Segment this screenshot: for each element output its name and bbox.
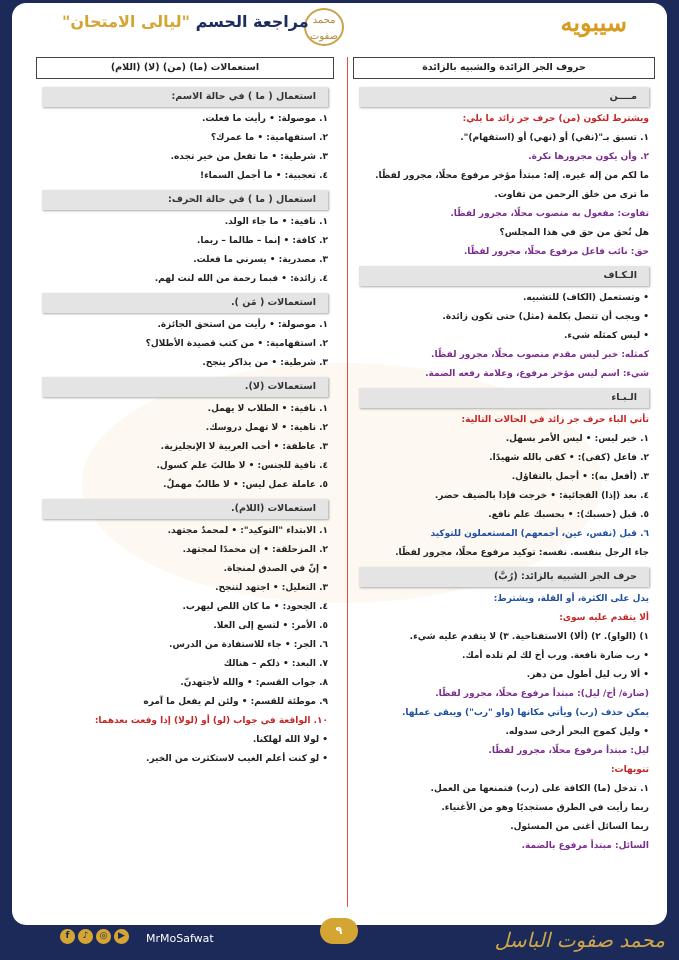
text-line: ما لكم من إله غيره. إله: مبتدأ مؤخر مرفوع محلًا، مجرور لفظًا. xyxy=(375,171,649,181)
text-line: ٢. المزحلقة: • إن محمدًا لمجتهد. xyxy=(182,545,328,555)
author-signature: محمد صفوت الباسل xyxy=(494,928,665,952)
right-box-title: حروف الجر الزائدة والشبيه بالزائدة xyxy=(353,57,655,79)
text-line: • لولا الله لهلكنا. xyxy=(252,735,328,745)
social-handle: MrMoSafwat xyxy=(146,932,214,945)
text-line: ١. موصولة: • رأيت من استحق الجائزة. xyxy=(157,320,328,330)
title-text: مراجعة الحسم xyxy=(190,12,309,31)
ma-ism-lines xyxy=(36,110,334,186)
text-line: ١. نافية: • ما جاء الولد. xyxy=(224,217,328,227)
text-line: (ضارة/ أخ/ ليل): مبتدأ مرفوع محلًا، مجرور لفظًا. xyxy=(435,689,649,699)
text-line: السائل: مبتدأ مرفوع بالضمة. xyxy=(521,841,649,851)
text-line: ويشترط لتكون (من) حرف جر زائد ما يلي: xyxy=(462,114,649,124)
tanbih-heading: تنويهات: xyxy=(610,765,649,775)
seal-logo: محمد صفوت xyxy=(304,8,344,46)
min-lines xyxy=(353,110,655,262)
text-line: ما ترى من خلق الرحمن من تفاوت. xyxy=(494,190,649,200)
facebook-icon[interactable]: f xyxy=(60,929,75,944)
text-line: ٦. الجر: • جاء للاستفادة من الدرس. xyxy=(169,640,328,650)
section-min: مــــن xyxy=(359,87,649,107)
text-line: ١. نافية: • الطلاب لا يهمل. xyxy=(207,404,328,414)
text-line: ٢. استفهامية: • من كتب قصيدة الأطلال؟ xyxy=(145,339,328,349)
text-line: ٣. (أفعل به): • أجمل بالتفاؤل. xyxy=(511,472,649,482)
text-line: حق: نائب فاعل مرفوع محلًا، مجرور لفظًا. xyxy=(463,247,649,257)
left-box-title: استعمالات (ما) (من) (لا) (اللام) xyxy=(36,57,334,79)
ma-harf-lines xyxy=(36,213,334,289)
text-line: ٤. نافية للجنس: • لا طالبَ علم كسول. xyxy=(156,461,328,471)
text-line: ٤. زائدة: • فبما رحمة من الله لنت لهم. xyxy=(154,274,328,284)
text-line: ٣. عاطفة: • أحب العربية لا الإنجليزية. xyxy=(160,442,328,452)
text-line: تفاوت: مفعول به منصوب محلًا، مجرور لفظًا. xyxy=(450,209,649,219)
text-line: • لو كنت أعلم الغيب لاستكثرت من الخير. xyxy=(146,754,328,764)
text-line: • وليل كموج البحر أرخى سدوله. xyxy=(505,727,649,737)
text-line: ١. الابتداء "التوكيد": • لمحمدٌ مجتهد. xyxy=(167,526,328,536)
text-line: ١. تدخل (ما) الكافة على (رب) فتمنعها من العمل. xyxy=(430,784,649,794)
text-line: • إنّ في الصدق لمنجاة. xyxy=(223,564,328,574)
text-line: • رب ضارة نافعة. ورب أخ لك لم تلده أمك. xyxy=(462,651,649,661)
text-line: ٢. ناهية: • لا تهمل دروسك. xyxy=(205,423,328,433)
text-line: ١٠. الواقعة في جواب (لو) أو (لولا) إذا وقعت بعدهما: xyxy=(94,716,328,726)
text-line: شيء: اسم ليس مؤخر مرفوع، وعلامة رفعه الضمة. xyxy=(425,369,649,379)
baa-lines xyxy=(353,411,655,563)
section-ma-harf: استعمال ( ما ) في حالة الحرف: xyxy=(42,190,328,210)
text-line: كمثله: خبر ليس مقدم منصوب محلًا، مجرور لفظًا. xyxy=(431,350,649,360)
rubba-lines xyxy=(353,590,655,761)
lam-lines xyxy=(36,522,334,769)
text-line: ٦. قبل (نفس، عين، أجمعهم) المستعملون للتوكيد xyxy=(430,529,649,539)
man-lines xyxy=(36,316,334,373)
text-line: ٣. التعليل: • اجتهد لتنجح. xyxy=(215,583,328,593)
text-line: ٥. قبل (حسبك): • بحسبك علم نافع. xyxy=(488,510,649,520)
youtube-icon[interactable]: ▶ xyxy=(114,929,129,944)
header xyxy=(12,6,667,44)
brand-logo: سيبويه xyxy=(560,8,627,37)
text-line: ١) (الواو). ٢) (ألا) الاستفتاحية. ٣) لا يتقدم عليه شيء. xyxy=(409,632,649,642)
text-line: ٢. وأن يكون مجرورها نكرة. xyxy=(528,152,649,162)
text-line: ٣. مصدرية: • يسرني ما فعلت. xyxy=(193,255,328,265)
instagram-icon[interactable]: ◎ xyxy=(96,929,111,944)
text-line: ٣. شرطية: • من يذاكر ينجح. xyxy=(202,358,328,368)
text-line: ٢. فاعل (كفى): • كفى بالله شهيدًا. xyxy=(489,453,649,463)
section-rubba: حرف الجر الشبيه بالزائد: (رُبَّ) xyxy=(359,567,649,587)
left-column xyxy=(36,57,334,769)
text-line: • وتستعمل (الكاف) للتشبيه. xyxy=(523,293,649,303)
text-line: ٤. تعجبية: • ما أجمل السماء! xyxy=(199,171,328,181)
text-line: ٤. الجحود: • ما كان اللص ليهرب. xyxy=(182,602,328,612)
text-line: ٩. موطئة للقسم: • ولئن لم يفعل ما آمره xyxy=(143,697,328,707)
footer xyxy=(0,922,679,960)
text-line: يمكن حذف (رب) ويأتي مكانها (واو "رب") ويبقى عملها. xyxy=(401,708,649,718)
text-line: ٢. كافة: • إنما – طالما – ربما. xyxy=(196,236,328,246)
kaf-lines xyxy=(353,289,655,384)
text-line: ٧. البعد: • ذلكم – هنالك xyxy=(223,659,328,669)
section-ma-ism: استعمال ( ما ) في حالة الاسم: xyxy=(42,87,328,107)
text-line: ربما رأيت في الطرق مستجديًا وهو من الأغنياء. xyxy=(441,803,649,813)
text-line: ربما السائل أغنى من المسئول. xyxy=(510,822,649,832)
section-la: استعمالات (لا). xyxy=(42,377,328,397)
text-line: • ألا رب ليل أطول من دهر. xyxy=(526,670,649,680)
page-number: ٩ xyxy=(320,918,358,944)
text-line: هل تُحق من حق في هذا المجلس؟ xyxy=(499,228,649,238)
text-line: ١. خبر ليس: • ليس الأمر بسهل. xyxy=(505,434,649,444)
text-line: • ويجب أن تتصل بكلمة (مثل) حتى تكون زائدة. xyxy=(442,312,649,322)
section-man: استعمالات ( مَن ). xyxy=(42,293,328,313)
tiktok-icon[interactable]: ♪ xyxy=(78,929,93,944)
text-line: ٣. شرطية: • ما تفعل من خير تجده. xyxy=(170,152,328,162)
text-line: ليل: مبتدأ مرفوع محلًا، مجرور لفظًا. xyxy=(488,746,649,756)
text-line: ١. تسبق بـ"(نفي) أو (نهي) أو (استفهام)". xyxy=(460,133,649,143)
page-title xyxy=(62,12,309,31)
right-column xyxy=(353,57,655,856)
title-quote: "ليالى الامتحان" xyxy=(62,12,191,31)
section-lam: استعمالات (اللام). xyxy=(42,499,328,519)
text-line: تأتي الباء حرف جر زائد في الحالات التالية: xyxy=(461,415,649,425)
text-line: ٨. جواب القسم: • والله لأجتهدنّ. xyxy=(180,678,328,688)
text-line: ٥. عاملة عمل ليس: • لا طالبٌ مهملٌ. xyxy=(163,480,328,490)
text-line: ٤. بعد (إذا) الفجائية: • خرجت فإذا بالضيف حضر. xyxy=(434,491,649,501)
text-line: يدل على الكثرة، أو القلة، ويشترط: xyxy=(493,594,649,604)
text-line: ٥. الأمر: • لتسع إلى العلا. xyxy=(213,621,328,631)
section-kaf: الـكـاف xyxy=(359,266,649,286)
column-divider xyxy=(347,57,348,907)
page-sheet xyxy=(12,3,667,925)
text-line: ألا يتقدم عليه سوى: xyxy=(559,613,649,623)
section-baa: الـبـاء xyxy=(359,388,649,408)
la-lines xyxy=(36,400,334,495)
text-line: ١. موصولة: • رأيت ما فعلت. xyxy=(201,114,328,124)
text-line: جاء الرجل بنفسه. نفسه: توكيد مرفوع محلًا، مجرور لفظًا. xyxy=(395,548,649,558)
text-line: ٢. استفهامية: • ما عمرك؟ xyxy=(210,133,328,143)
tanbih-lines xyxy=(353,780,655,856)
text-line: • ليس كمثله شيء. xyxy=(564,331,649,341)
social-icons xyxy=(60,929,132,944)
